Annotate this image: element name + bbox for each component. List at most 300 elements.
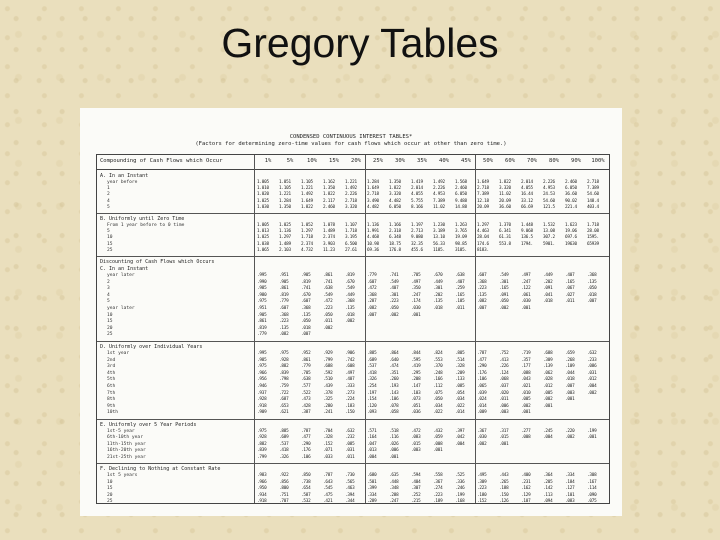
table-cell: .368 <box>367 292 377 298</box>
table-cell: .990 <box>257 279 267 285</box>
table-cell: 7.389 <box>587 186 599 192</box>
table-cell: .006 <box>389 448 399 454</box>
table-cell: 1.105 <box>301 180 313 185</box>
table-cell: .220 <box>565 429 575 434</box>
table-cell: .705 <box>301 370 311 376</box>
table-cell: .086 <box>587 364 597 370</box>
table-cell: 20.09 <box>477 204 489 210</box>
table-cell: 10.98 <box>367 241 379 247</box>
table-cell: .937 <box>257 390 267 396</box>
table-cell: .058 <box>389 410 399 416</box>
table-cell: 1.025 <box>257 235 269 241</box>
table-cell: .951 <box>279 273 289 278</box>
table-cell: .741 <box>301 286 311 292</box>
table-cell: .224 <box>345 397 355 403</box>
table-cell: 4.482 <box>389 198 401 204</box>
table-cell: .975 <box>279 351 289 356</box>
rate-header: 15% <box>329 158 339 164</box>
table-cell: .021 <box>521 384 531 389</box>
table-cell: .082 <box>367 306 377 311</box>
table-cell: 1.013 <box>257 229 269 235</box>
table-cell: 8183. <box>477 247 489 253</box>
table-cell: .549 <box>499 273 509 278</box>
table-subtitle: (Factors for determining zero-time values for cash flows which occur at other than zero time.) <box>195 141 507 147</box>
table-cell: .326 <box>367 377 377 383</box>
table-heading <box>80 134 622 148</box>
table-cell: .106 <box>301 454 311 460</box>
section-heading: Discounting of Cash Flows which Occurs <box>100 259 215 265</box>
table-cell: .165 <box>565 279 575 285</box>
table-cell: .348 <box>389 486 399 492</box>
table-cell: 2.318 <box>389 229 401 235</box>
table-cell: 2.226 <box>433 186 445 192</box>
table-cell: .143 <box>389 390 399 396</box>
table-cell: .011 <box>323 319 333 325</box>
table-cell: .824 <box>433 351 443 356</box>
table-cell: .209 <box>455 370 465 376</box>
table-cell: .474 <box>389 364 399 370</box>
table-cell: 1.489 <box>279 241 291 247</box>
row-label: 21st-25th year <box>107 454 146 460</box>
rate-header: 45% <box>461 158 471 164</box>
table-cell: .280 <box>323 403 333 409</box>
table-cell: .290 <box>477 364 487 370</box>
table-cell: .005 <box>543 390 553 396</box>
table-cell: .002 <box>499 306 509 311</box>
table-cell: .109 <box>565 364 575 370</box>
table-cell: .687 <box>279 397 289 403</box>
table-cell: .308 <box>587 473 597 478</box>
table-cell: .577 <box>301 384 311 389</box>
table-cell: .632 <box>345 429 355 434</box>
table-cell: 1.065 <box>257 247 269 253</box>
table-cell: .752 <box>499 351 509 356</box>
table-cell: .002 <box>543 397 553 403</box>
table-cell: .254 <box>367 384 377 389</box>
table-cell: .083 <box>565 499 575 505</box>
table-cell: .030 <box>521 299 531 305</box>
table-cell: .088 <box>521 370 531 376</box>
table-cell: .011 <box>565 299 575 305</box>
table-cell: .448 <box>389 479 399 485</box>
table-cell: .432 <box>433 429 443 434</box>
row-label: 2nd <box>107 357 116 363</box>
table-cell: 2.460 <box>455 186 467 192</box>
table-cell: 2.713 <box>411 229 423 235</box>
row-label: 15 <box>107 241 113 247</box>
table-cell: .124 <box>499 370 509 376</box>
table-cell: .043 <box>521 377 531 383</box>
table-cell: 4.482 <box>367 204 379 210</box>
table-cell: 1.230 <box>433 223 445 228</box>
table-cell: .215 <box>411 499 421 505</box>
table-cell: .010 <box>521 390 531 396</box>
table-cell: 1.025 <box>257 198 269 204</box>
table-cell: .059 <box>433 435 443 441</box>
table-cell: .018 <box>543 299 553 305</box>
table-cell: .798 <box>279 377 289 383</box>
row-label: year later <box>107 273 135 278</box>
table-cell: .525 <box>455 473 465 478</box>
rate-header: 10% <box>307 158 317 164</box>
table-cell: 1.166 <box>389 223 401 228</box>
rate-header: 5% <box>286 158 294 164</box>
table-cell: .193 <box>389 384 399 389</box>
table-cell: 1.051 <box>279 180 291 185</box>
table-cell: .861 <box>279 286 289 292</box>
table-cell: .199 <box>455 492 465 498</box>
table-cell: 14.88 <box>455 204 467 210</box>
table-cell: .688 <box>323 364 333 370</box>
table-cell: .114 <box>587 486 597 492</box>
table-cell: 3105. <box>455 247 467 253</box>
table-cell: .004 <box>455 441 465 447</box>
table-cell: .082 <box>279 332 289 338</box>
table-cell: 1.991 <box>367 229 379 235</box>
table-cell: .001 <box>411 312 421 318</box>
section-heading: B. Uniformly until Zero Time <box>100 216 185 222</box>
table-cell: .012 <box>587 377 597 383</box>
table-cell: .078 <box>389 403 399 409</box>
table-cell: .001 <box>565 397 575 403</box>
table-cell: 6.500 <box>345 241 357 247</box>
row-label: 25 <box>107 332 113 338</box>
table-cell: 9.068 <box>521 229 533 235</box>
table-cell: 4.463 <box>477 229 489 235</box>
table-cell: .741 <box>323 279 333 285</box>
table-cell: .223 <box>477 486 487 492</box>
table-cell: .020 <box>499 390 509 396</box>
rate-header: 90% <box>571 158 581 164</box>
table-cell: 19.09 <box>455 235 467 241</box>
table-cell: .082 <box>477 299 487 305</box>
table-cell: .472 <box>367 286 377 292</box>
table-cell: 1.489 <box>323 229 335 235</box>
table-cell: .638 <box>455 273 465 278</box>
table-cell: .051 <box>411 403 421 409</box>
table-cell: .166 <box>433 377 443 383</box>
table-cell: 1.197 <box>411 223 423 228</box>
row-label: 10 <box>107 312 113 318</box>
table-cell: .189 <box>433 499 443 505</box>
row-label: From 1 year before to 0 time <box>107 223 185 228</box>
table-cell: .177 <box>521 364 531 370</box>
table-cell: .565 <box>345 479 355 485</box>
table-cell: .722 <box>279 390 289 396</box>
table-cell: .036 <box>411 410 421 416</box>
table-cell: 6.050 <box>389 204 401 210</box>
table-cell: .165 <box>499 286 509 292</box>
row-label: 5 <box>107 229 110 235</box>
table-cell: .105 <box>455 299 465 305</box>
table-cell: .233 <box>587 357 597 363</box>
table-cell: .680 <box>367 473 377 478</box>
table-cell: .351 <box>389 370 399 376</box>
table-cell: .309 <box>543 357 553 363</box>
table-cell: .928 <box>257 397 267 403</box>
table-cell: .039 <box>477 390 487 396</box>
rate-header: 100% <box>591 158 605 164</box>
table-cell: 2.718 <box>345 198 357 204</box>
table-cell: .475 <box>323 492 333 498</box>
table-cell: .501 <box>367 479 377 485</box>
table-cell: .197 <box>367 390 377 396</box>
table-cell: .273 <box>345 390 355 396</box>
table-cell: 6.050 <box>455 192 467 198</box>
column-divider <box>254 155 255 503</box>
table-cell: .307 <box>411 486 421 492</box>
table-cell: .180 <box>477 492 487 498</box>
section-heading: C. In an Instant <box>100 266 149 272</box>
table-cell: .370 <box>433 364 443 370</box>
table-cell: .091 <box>499 292 509 298</box>
table-cell: .966 <box>257 479 267 485</box>
table-cell: 1595. <box>587 235 599 241</box>
table-cell: 11.02 <box>499 192 511 198</box>
table-cell: .497 <box>411 279 421 285</box>
rate-header: 70% <box>527 158 537 164</box>
row-label: 3 <box>107 286 110 292</box>
table-cell: 69.36 <box>367 247 379 253</box>
table-cell: 121.5 <box>543 204 555 210</box>
table-cell: .497 <box>345 370 355 376</box>
table-cell: .428 <box>301 403 311 409</box>
rate-header: 1% <box>264 158 272 164</box>
table-cell: 1.162 <box>323 180 335 185</box>
row-label: 5th <box>107 377 116 383</box>
table-cell: 12.18 <box>477 198 489 204</box>
table-cell: 1.822 <box>323 192 335 198</box>
table-cell: .418 <box>279 448 289 454</box>
table-cell: .407 <box>389 286 399 292</box>
table-cell: 2.374 <box>323 235 335 241</box>
table-cell: .107 <box>521 499 531 505</box>
table-cell: .031 <box>587 370 597 376</box>
table-cell: .034 <box>433 403 443 409</box>
table-cell: .819 <box>345 273 355 278</box>
table-cell: .779 <box>367 273 377 278</box>
table-cell: 1.107 <box>345 223 357 228</box>
table-cell: .022 <box>433 410 443 416</box>
table-cell: .011 <box>455 306 465 311</box>
table-cell: .248 <box>433 370 443 376</box>
table-cell: .091 <box>543 286 553 292</box>
table-cell: .122 <box>521 286 531 292</box>
table-cell: .905 <box>257 312 267 318</box>
table-cell: .007 <box>301 332 311 338</box>
table-cell: .413 <box>499 357 509 363</box>
table-cell: 19.06 <box>565 229 577 235</box>
row-label: 16th-20th year <box>107 448 146 454</box>
table-cell: 2.718 <box>367 192 379 198</box>
table-cell: 697.6 <box>565 235 577 241</box>
table-cell: .418 <box>367 370 377 376</box>
table-cell: .751 <box>279 492 289 498</box>
table-cell: .041 <box>543 292 553 298</box>
table-cell: .885 <box>279 429 289 434</box>
table-cell: .042 <box>455 435 465 441</box>
table-cell: 1.221 <box>279 192 291 198</box>
table-cell: 4.953 <box>543 186 555 192</box>
table-cell: .007 <box>565 384 575 389</box>
table-cell: .558 <box>433 473 443 478</box>
table-cell: 1.078 <box>323 223 335 228</box>
table-cell: .247 <box>389 499 399 505</box>
table-cell: .571 <box>367 429 377 434</box>
table-cell: .208 <box>411 377 421 383</box>
table-cell: 3.320 <box>345 204 357 210</box>
table-cell: .839 <box>257 448 267 454</box>
table-cell: .522 <box>301 390 311 396</box>
column-divider <box>365 155 366 503</box>
table-cell: 307.2 <box>543 235 555 241</box>
section-divider <box>97 213 609 214</box>
rate-header: 30% <box>395 158 405 164</box>
table-cell: 54.60 <box>543 198 555 204</box>
table-cell: 2.460 <box>323 204 335 210</box>
table-cell: .670 <box>433 273 443 278</box>
table-cell: 32.35 <box>411 241 423 247</box>
table-cell: 36.60 <box>565 192 577 198</box>
rate-header: 60% <box>505 158 515 164</box>
table-cell: 2.014 <box>521 180 533 185</box>
table-cell: .477 <box>301 435 311 441</box>
table-cell: .018 <box>301 325 311 331</box>
row-label: year before <box>107 180 138 185</box>
table-cell: .449 <box>433 279 443 285</box>
table-cell: .011 <box>345 454 355 460</box>
table-cell: 27.61 <box>345 247 357 253</box>
row-label: 1st-5 year <box>107 429 135 434</box>
row-label: 4 <box>107 292 110 298</box>
table-cell: 1.052 <box>301 223 313 228</box>
column-divider <box>475 155 476 503</box>
table-cell: 1.263 <box>455 223 467 228</box>
table-cell: .995 <box>257 273 267 278</box>
table-cell: .549 <box>345 286 355 292</box>
table-cell: .004 <box>543 435 553 441</box>
table-cell: .268 <box>565 357 575 363</box>
table-cell: 9.488 <box>455 198 467 204</box>
table-cell: .050 <box>301 319 311 325</box>
table-cell: .378 <box>323 390 333 396</box>
table-cell: .799 <box>257 454 267 460</box>
table-cell: 90.02 <box>565 198 577 204</box>
table-cell: .004 <box>367 454 377 460</box>
table-cell: .779 <box>257 332 267 338</box>
table-cell: .689 <box>367 357 377 363</box>
table-cell: 3.765 <box>455 229 467 235</box>
table-cell: .002 <box>389 312 399 318</box>
table-cell: .844 <box>411 351 421 356</box>
table-cell: .090 <box>587 492 597 498</box>
table-cell: .126 <box>499 499 509 505</box>
table-cell: 1.649 <box>367 186 379 192</box>
table-cell: .328 <box>455 364 465 370</box>
table-cell: 1.221 <box>345 180 357 185</box>
table-cell: .368 <box>477 279 487 285</box>
table-cell: 6.050 <box>565 186 577 192</box>
table-cell: 1.822 <box>389 186 401 192</box>
table-cell: .050 <box>433 397 443 403</box>
table-cell: .152 <box>477 499 487 505</box>
table-cell: 1.532 <box>543 223 555 228</box>
table-cell: 136.5 <box>521 235 533 241</box>
row-label: 1 <box>107 186 110 192</box>
table-cell: .705 <box>411 273 421 278</box>
table-cell: .995 <box>257 351 267 356</box>
table-header-row <box>97 155 609 170</box>
rate-header: 20% <box>351 158 361 164</box>
table-cell: .005 <box>521 397 531 403</box>
table-cell: 1.822 <box>301 204 313 210</box>
table-cell: .632 <box>587 351 597 356</box>
table-cell: .024 <box>477 397 487 403</box>
table-cell: 1.350 <box>279 204 291 210</box>
table-cell: .449 <box>345 292 355 298</box>
table-cell: .252 <box>411 492 421 498</box>
row-label: 5 <box>107 299 110 305</box>
row-label: 4th <box>107 370 116 376</box>
table-cell: 36.60 <box>499 204 511 210</box>
table-cell: .357 <box>521 357 531 363</box>
table-cell: .001 <box>389 454 399 460</box>
table-cell: .407 <box>455 279 465 285</box>
table-cell: 1.038 <box>257 241 269 247</box>
table-cell: .015 <box>411 441 421 447</box>
table-cell: 1.025 <box>279 223 291 228</box>
table-cell: .246 <box>455 486 465 492</box>
table-cell: .670 <box>301 292 311 298</box>
table-cell: .805 <box>455 351 465 356</box>
table-cell: .688 <box>543 351 553 356</box>
table-cell: 221.4 <box>565 204 577 210</box>
table-cell: .704 <box>323 429 333 434</box>
table-cell: .983 <box>257 473 267 478</box>
row-label: 4 <box>107 198 110 204</box>
row-label: 7th <box>107 390 116 396</box>
table-cell: .730 <box>345 473 355 478</box>
section-heading: E. Uniformly over 5 Year Periods <box>100 422 197 428</box>
table-cell: 3.903 <box>323 241 335 247</box>
section-divider <box>97 463 609 464</box>
table-cell: .861 <box>301 357 311 363</box>
table-cell: .595 <box>411 357 421 363</box>
table-cell: .368 <box>587 273 597 278</box>
table-cell: .510 <box>323 377 333 383</box>
table-cell: .741 <box>389 273 399 278</box>
table-cell: .223 <box>279 319 289 325</box>
table-cell: 7.389 <box>433 198 445 204</box>
table-cell: .002 <box>565 435 575 441</box>
table-cell: .247 <box>521 279 531 285</box>
table-cell: .002 <box>477 441 487 447</box>
table-cell: .463 <box>345 486 355 492</box>
table-cell: 1.350 <box>323 186 335 192</box>
table-cell: .103 <box>411 390 421 396</box>
table-cell: .129 <box>521 492 531 498</box>
table-cell: .127 <box>565 486 575 492</box>
table-cell: .018 <box>345 312 355 318</box>
table-cell: 20.09 <box>499 198 511 204</box>
section-heading: A. In an Instant <box>100 173 149 179</box>
table-cell: .952 <box>301 351 311 356</box>
table-cell: 24.53 <box>543 192 555 198</box>
table-cell: 56.33 <box>433 241 445 247</box>
table-cell: .152 <box>323 441 333 447</box>
table-cell: 4.468 <box>367 235 379 241</box>
table-cell: .133 <box>455 377 465 383</box>
